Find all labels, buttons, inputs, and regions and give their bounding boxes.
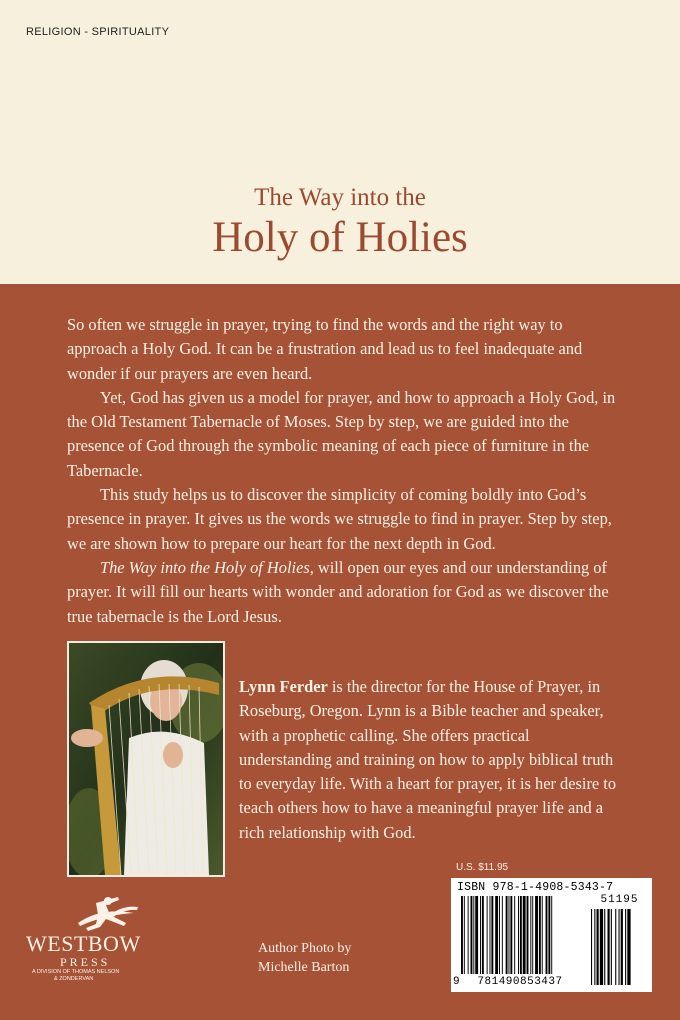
barcode-bar — [539, 896, 541, 974]
photo-credit — [258, 939, 398, 977]
book-description — [67, 313, 617, 629]
barcode-bar — [468, 896, 469, 974]
barcode-bar — [523, 896, 526, 974]
publisher-sub: PRESS — [60, 955, 111, 969]
publisher-division-line2: & ZONDERVAN — [54, 976, 94, 982]
barcode-bar — [548, 896, 550, 974]
barcode-bar — [482, 896, 484, 974]
barcode-addon-bar — [600, 909, 603, 985]
barcode-bar — [495, 896, 498, 974]
publisher-logo — [26, 893, 176, 1003]
barcode-addon-bar — [597, 909, 599, 985]
publisher-division-line1: A DIVISION OF THOMAS NELSON — [32, 969, 120, 975]
author-photo — [67, 641, 225, 877]
barcode-addon-bar — [619, 909, 620, 985]
barcode-addon-bar — [611, 909, 612, 985]
barcode-bar — [461, 896, 463, 974]
author-name: Lynn Ferder — [239, 677, 328, 696]
photo-credit-line1: Author Photo by — [258, 941, 352, 956]
barcode-bar — [502, 896, 503, 974]
barcode-bar — [535, 896, 538, 974]
barcode-bar — [520, 896, 522, 974]
author-bio-text: is the director for the House of Prayer, in Roseburg, Oregon. Lynn is a Bible teacher and speaker, with a prophetic calling. She offers practical understanding and training on how to apply biblical truth to everyday life. With a heart for prayer, it is her desire to teach others how to have a meaningful prayer life and a rich relationship with God. — [239, 677, 617, 842]
book-title-italic: The Way into the Holy of Holies — [100, 557, 310, 577]
barcode-addon-bar — [604, 909, 605, 985]
barcode-addon-bar — [591, 909, 592, 985]
description-paragraph-3: This study helps us to discover the simplicity of coming boldly into God’s presence in prayer. It gives us the words we struggle to find in prayer. Step by step, we are shown how to prepare our heart for the next depth in God. — [67, 485, 612, 553]
barcode-bar — [509, 896, 510, 974]
publisher-name: WESTBOW — [26, 931, 141, 956]
barcode-bar — [546, 896, 548, 974]
barcode-digits: 781490853437 — [477, 976, 563, 988]
description-paragraph-4 — [67, 556, 617, 629]
barcode-addon-bar — [627, 909, 630, 985]
barcode — [451, 878, 652, 992]
barcode-bar — [530, 896, 531, 974]
description-paragraph-2: Yet, God has given us a model for prayer, and how to approach a Holy God, in the Old Testament Tabernacle of Moses. Step by step, we are guided into the presence of God through the symbolic meaning of each piece of furniture in the Tabernacle. — [67, 387, 616, 480]
author-bio — [239, 675, 624, 845]
barcode-addon-bar — [621, 909, 623, 985]
barcode-bar — [527, 896, 529, 974]
description-paragraph-1: So often we struggle in prayer, trying to find the words and the right way to approach a Holy God. It can be a frustration and lead us to feel inadequate and wonder if our prayers are even heard. — [67, 315, 583, 383]
description-paragraph-4-text: , will open our eyes and our understanding of prayer. It will fill our hearts with wonder and adoration for God as we discover the true tabernacle is the Lord Jesus. — [67, 557, 609, 626]
barcode-addon-digits: 51195 — [600, 894, 639, 906]
barcode-addon-bar — [615, 909, 616, 985]
barcode-bar — [514, 896, 515, 974]
isbn-label: ISBN 978-1-4908-5343-7 — [457, 881, 614, 894]
barcode-addon-bar — [594, 909, 595, 985]
barcode-bar — [499, 896, 500, 974]
barcode-bar — [506, 896, 508, 974]
barcode-bar — [491, 896, 493, 974]
barcode-first-digit: 9 — [453, 976, 460, 988]
barcode-bar — [473, 896, 474, 974]
price-label: U.S. $11.95 — [456, 862, 509, 873]
barcode-bar — [551, 896, 552, 974]
barcode-bar — [542, 896, 543, 974]
barcode-bar — [487, 896, 488, 974]
barcode-bar — [464, 896, 465, 974]
barcode-bar — [490, 896, 491, 974]
barcode-bar — [475, 896, 478, 974]
barcode-bars — [451, 878, 652, 992]
harp-photo-illustration — [69, 643, 223, 875]
category-label: RELIGION - SPIRITUALITY — [26, 26, 170, 38]
photo-credit-line2: Michelle Barton — [258, 960, 350, 975]
barcode-bar — [471, 896, 473, 974]
book-title-line2: Holy of Holies — [212, 214, 468, 261]
cover-top-panel — [0, 0, 680, 284]
barcode-bar — [480, 896, 481, 974]
barcode-bar — [510, 896, 512, 974]
barcode-bar — [532, 896, 533, 974]
barcode-addon-bar — [608, 909, 610, 985]
book-title-line1: The Way into the — [254, 184, 426, 211]
barcode-bar — [518, 896, 519, 974]
barcode-addon-bar — [625, 909, 626, 985]
